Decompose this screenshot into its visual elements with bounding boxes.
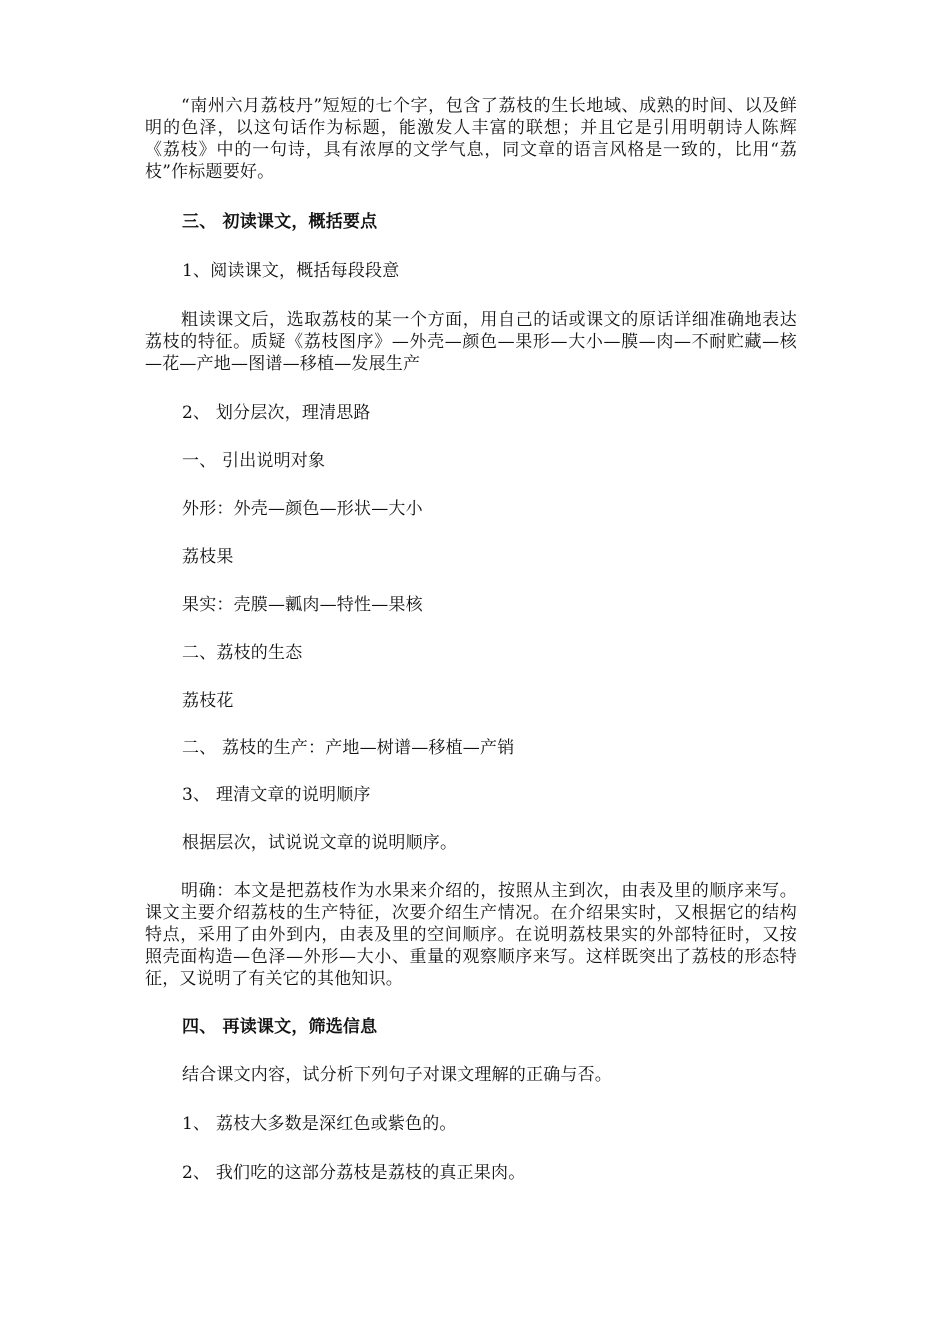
paragraph-answer: 明确：本文是把荔枝作为水果来介绍的，按照从主到次，由表及里的顺序来写。课文主要介绍荔枝的生产特征，次要介绍生产情况。在介绍果实时，又根据它的结构特点，采用了由外到内，由表及里的空间顺序。在说明荔枝果实的外部特征时，又按照壳面构造—色泽—外形—大小、重量的观察顺序来写。这样既突出了荔枝的形态特征，又说明了有关它的其他知识。	[145, 881, 797, 989]
question-explanation-order: 根据层次，试说说文章的说明顺序。	[182, 833, 458, 853]
sentence-item-2: 2、 我们吃的这部分荔枝是荔枝的真正果肉。	[182, 1163, 526, 1183]
section-heading-4: 四、 再读课文，筛选信息	[182, 1017, 378, 1037]
intro-paragraph: “南州六月荔枝丹”短短的七个字，包含了荔枝的生长地域、成熟的时间、以及鲜明的色泽，以这句话作为标题，能激发人丰富的联想；并且它是引用明朝诗人陈辉《荔枝》中的一句诗，具有浓厚的文学气息，同文章的语言风格是一致的，比用“荔枝”作标题要好。	[145, 96, 797, 182]
outline-item-ecology: 二、荔枝的生态	[182, 643, 303, 663]
outline-item-lychee-fruit: 荔枝果	[182, 547, 234, 567]
section-heading-3: 三、 初读课文，概括要点	[182, 212, 378, 232]
outline-item-production: 二、 荔枝的生产：产地—树谱—移植—产销	[182, 738, 515, 758]
subheading-read-summary: 1、阅读课文，概括每段段意	[182, 261, 400, 281]
sentence-item-1: 1、 荔枝大多数是深红色或紫色的。	[182, 1114, 457, 1134]
outline-item-appearance: 外形：外壳—颜色—形状—大小	[182, 499, 423, 519]
subheading-divide-levels: 2、 划分层次，理清思路	[182, 403, 371, 423]
outline-item-lychee-flower: 荔枝花	[182, 691, 234, 711]
outline-item-introduce-object: 一、 引出说明对象	[182, 451, 326, 471]
document-body	[145, 95, 797, 1184]
subheading-explanation-order: 3、 理清文章的说明顺序	[182, 785, 371, 805]
paragraph-reading-features: 粗读课文后，选取荔枝的某一个方面，用自己的话或课文的原话详细准确地表达荔枝的特征。质疑《荔枝图序》—外壳—颜色—果形—大小—膜—肉—不耐贮藏—核—花—产地—图谱—移植—发展生产	[145, 310, 797, 374]
outline-item-fruit-flesh: 果实：壳膜—瓤肉—特性—果核	[182, 595, 423, 615]
instruction-analyze-sentences: 结合课文内容，试分析下列句子对课文理解的正确与否。	[182, 1065, 612, 1085]
